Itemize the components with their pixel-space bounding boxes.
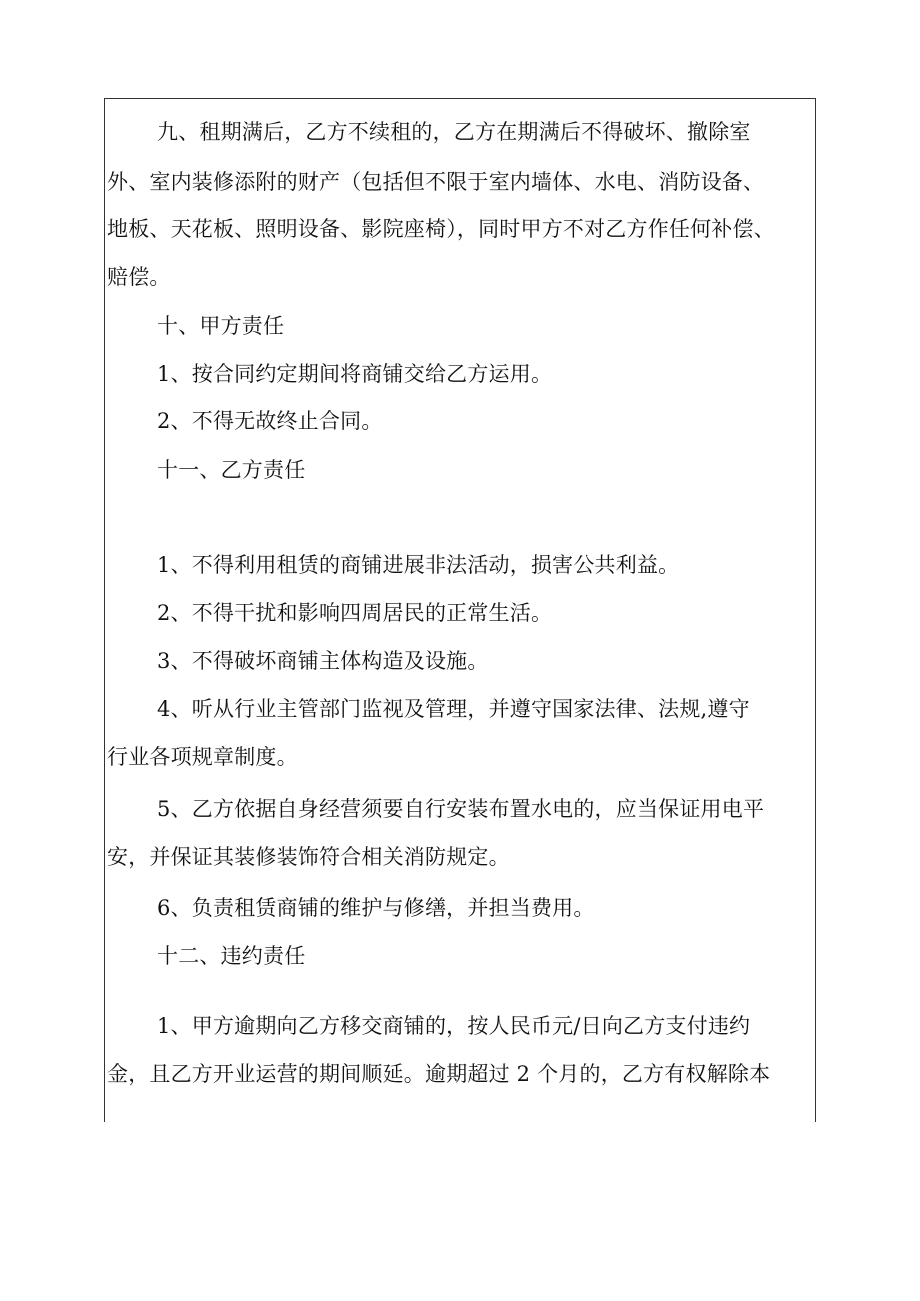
clause-9-line-4: 赔偿。: [107, 265, 171, 289]
party-b-item-1: 1、不得利用租赁的商铺进展非法活动，损害公共利益。: [157, 553, 680, 577]
party-b-item-3: 3、不得破坏商铺主体构造及设施。: [157, 649, 489, 673]
clause-9-line-1: 九、租期满后，乙方不续租的，乙方在期满后不得破坏、撤除室: [157, 120, 751, 144]
party-b-item-2: 2、不得干扰和影响四周居民的正常生活。: [157, 601, 553, 625]
party-a-item-1: 1、按合同约定期间将商铺交给乙方运用。: [157, 362, 553, 386]
clause-9-line-3: 地板、天花板、照明设备、影院座椅），同时甲方不对乙方作任何补偿、: [107, 217, 775, 241]
clause-9-line-2: 外、室内装修添附的财产（包括但不限于室内墙体、水电、消防设备、: [107, 170, 765, 194]
section-heading-breach: 十二、违约责任: [157, 944, 306, 968]
party-a-item-2: 2、不得无故终止合同。: [157, 409, 383, 433]
party-b-item-4-line-1: 4、听从行业主管部门监视及管理，并遵守国家法律、法规,遵守: [157, 697, 750, 721]
section-heading-party-a: 十、甲方责任: [157, 314, 285, 338]
section-heading-party-b: 十一、乙方责任: [157, 458, 306, 482]
party-b-item-4-line-2: 行业各项规章制度。: [107, 745, 298, 769]
party-b-item-6: 6、负责租赁商铺的维护与修缮，并担当费用。: [157, 896, 595, 920]
party-b-item-5-line-2: 安，并保证其装修装饰符合相关消防规定。: [107, 845, 510, 869]
party-b-item-5-line-1: 5、乙方依据自身经营须要自行安装布置水电的，应当保证用电平: [157, 797, 765, 821]
breach-item-1-line-1: 1、甲方逾期向乙方移交商铺的，按人民币元/日向乙方支付违约: [157, 1014, 751, 1038]
breach-item-1-line-2: 金，且乙方开业运营的期间顺延。逾期超过 2 个月的，乙方有权解除本: [107, 1062, 771, 1086]
